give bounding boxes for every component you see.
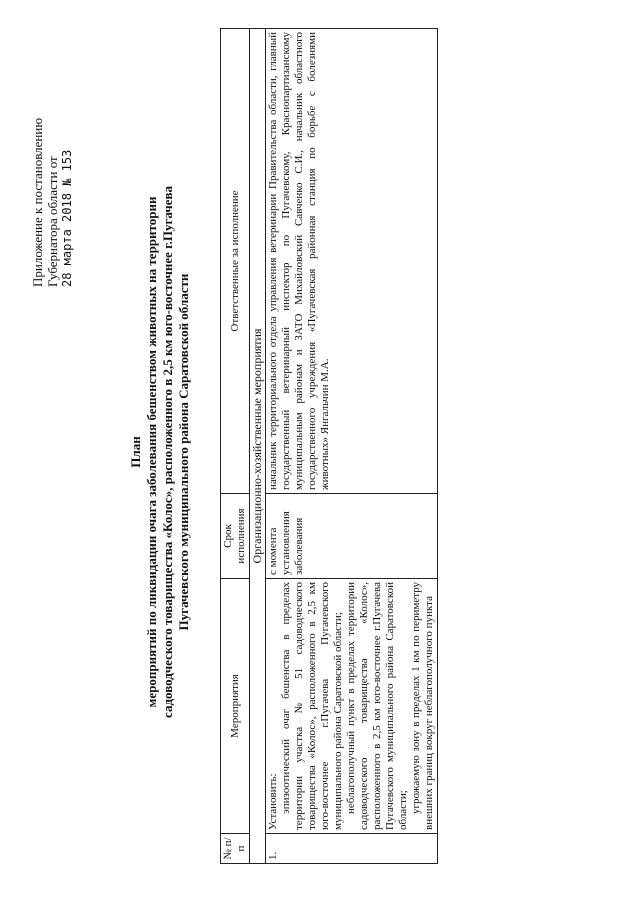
title-line-1: План	[128, 436, 143, 468]
row-measures	[266, 579, 438, 834]
title-line-3: садоводческого товарищества «Колос», расположенного в 2,5 км юго-восточнее г.Пугачева	[160, 186, 175, 718]
title-line-4: Пугачевского муниципального района Саратовской области	[176, 273, 191, 631]
header-measures: Мероприятия	[221, 579, 250, 834]
row-responsible: начальник территориального отдела управления ветеринарии Правительства области, главный государственный ветеринарный инспектор по Пугачевскому, Краснопартизанскому муниципальным районам и ЗАТО Михайловский Савченко С.И., начальник областного государственного учреждения «Пугачевская районная станция по борьбе с болезнями животных» Янгальчин М.А.	[266, 29, 438, 494]
section-title: Организационно-хозяйственные мероприятия	[250, 29, 266, 864]
table-row	[266, 29, 438, 864]
appendix-block	[30, 37, 75, 287]
header-term: Срок исполнения	[221, 494, 250, 579]
plan-table	[220, 28, 438, 864]
appendix-date-number: 28 марта 2018 № 153	[60, 149, 74, 287]
header-num: № п/п	[221, 834, 250, 864]
table-header-row	[221, 29, 250, 864]
row-num: 1.	[266, 834, 438, 864]
measure-paragraph-2: неблагополучный пункт в пределах территории садоводческого товарищества «Колос», расположенного в 2,5 км юго-восточнее г.Пугачева Пугачевского муниципального района Саратовской области;	[345, 582, 409, 830]
row-term: с момента установления заболевания	[266, 494, 438, 579]
appendix-line-1: Приложение к постановлению	[30, 117, 45, 287]
rotated-content	[20, 22, 620, 882]
header-responsible: Ответственные за исполнение	[221, 29, 250, 494]
appendix-line-2: Губернатора области от	[45, 156, 60, 287]
measure-paragraph-3: угрожаемую зону в пределах 1 км по периметру внешних границ вокруг неблагополучного пункта	[410, 582, 435, 830]
measure-intro: Установить:	[267, 773, 279, 830]
section-row	[250, 29, 266, 864]
plan-title	[128, 22, 192, 882]
measure-paragraph-1: эпизоотический очаг бешенства в пределах территории участка № 51 садоводческого товарищества «Колос», расположенного в 2,5 км юго-восточнее г.Пугачева Пугачевского муниципального района Саратовской области;	[280, 582, 344, 830]
title-line-2: мероприятий по ликвидации очага заболевания бешенством животных на территории	[144, 196, 159, 708]
